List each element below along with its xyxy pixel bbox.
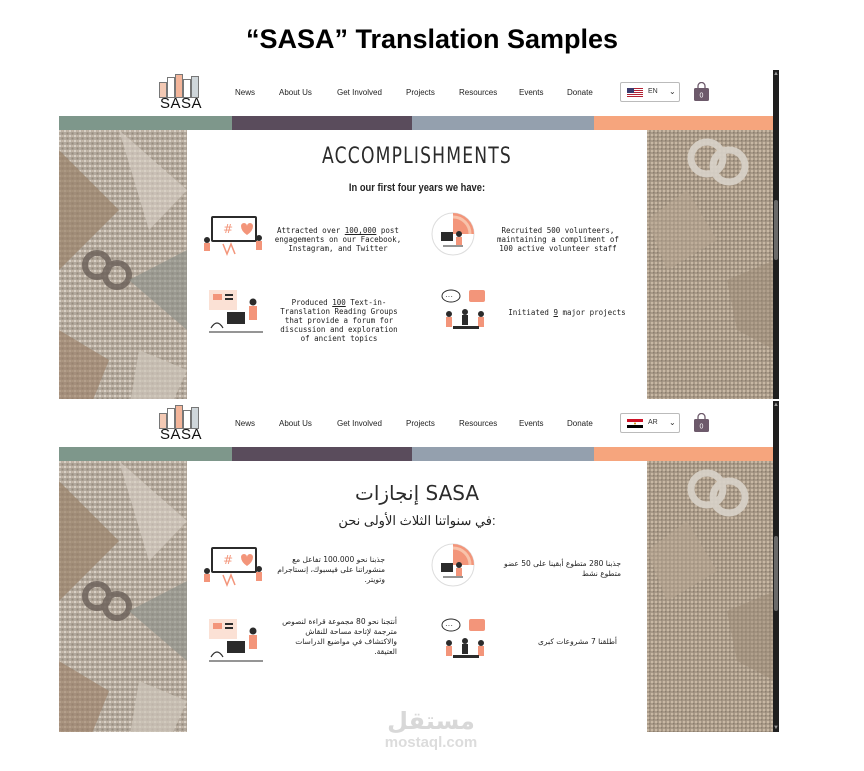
item-projects-text: أطلقنا 7 مشروعات كبرى <box>538 637 617 646</box>
nav-events[interactable]: Events <box>519 419 544 428</box>
language-code: AR <box>648 419 658 426</box>
cart-icon[interactable] <box>693 413 710 433</box>
nav-get-involved[interactable]: Get Involved <box>337 88 382 97</box>
projects-team-illustration <box>439 288 493 338</box>
logo-text: SASA <box>159 426 203 443</box>
scroll-down-icon[interactable]: ▼ <box>773 725 779 731</box>
mostaql-watermark <box>376 706 486 762</box>
accomplishments-section-arabic <box>187 461 647 732</box>
item-reading-groups-text: Produced 100 Text-in-Translation Reading Groups that provide a forum for discussion and exploration of ancient topics <box>280 298 398 343</box>
scroll-up-icon[interactable]: ▲ <box>773 71 779 77</box>
scroll-up-icon[interactable]: ▲ <box>773 402 779 408</box>
section-heading: إنجازات SASA <box>354 481 480 505</box>
reading-group-illustration <box>207 288 265 334</box>
language-selector[interactable] <box>620 82 680 102</box>
accomplishments-section <box>187 130 647 399</box>
cart-icon[interactable] <box>693 82 710 102</box>
nav-about-us[interactable]: About Us <box>279 88 312 97</box>
reading-group-illustration <box>207 617 265 663</box>
watermark-arabic: مستقل <box>387 707 475 735</box>
cart-count: 0 <box>699 92 704 100</box>
section-heading: ACCOMPLISHMENTS <box>322 144 512 169</box>
nav-projects[interactable]: Projects <box>406 419 435 428</box>
english-screenshot <box>59 70 775 399</box>
color-stripe <box>59 116 775 130</box>
mosaic-background-left <box>59 461 187 732</box>
language-code: EN <box>648 88 658 95</box>
site-header <box>59 70 775 116</box>
arabic-screenshot <box>59 401 775 732</box>
chevron-down-icon: ⌄ <box>669 418 676 427</box>
svg-text:#: # <box>223 222 234 236</box>
color-stripe <box>59 447 775 461</box>
item-reading-groups-text: أنتجنا نحو 80 مجموعة قراءة لنصوص مترجمة لإتاحة مساحة للنقاش والاكتشاف في مواضيع الدراسات العتيقة. <box>282 617 397 656</box>
cart-count: 0 <box>699 423 704 431</box>
chevron-down-icon: ⌄ <box>669 87 676 96</box>
section-subheading: في سنواتنا الثلاث الأولى نحن: <box>338 513 496 528</box>
language-selector[interactable] <box>620 413 680 433</box>
us-flag-icon <box>627 88 643 97</box>
nav-events[interactable]: Events <box>519 88 544 97</box>
mosaic-background-left <box>59 130 187 399</box>
nav-get-involved[interactable]: Get Involved <box>337 419 382 428</box>
mosaic-background-right <box>647 461 775 732</box>
page-title: “SASA” Translation Samples <box>245 24 619 54</box>
scroll-thumb[interactable] <box>774 200 778 260</box>
nav-projects[interactable]: Projects <box>406 88 435 97</box>
nav-donate[interactable]: Donate <box>567 419 593 428</box>
item-engagement-text: جذبنا نحو 100.000 تفاعل مع منشوراتنا على فيسبوك، إنستاجرام وتويتر. <box>277 555 385 584</box>
logo[interactable] <box>157 407 205 443</box>
site-header <box>59 401 775 447</box>
mosaic-background-right <box>647 130 775 399</box>
social-media-illustration <box>201 214 265 258</box>
item-volunteers-text: جذبنا 280 متطوع أبقينا على 50 عضو متطوع نشط <box>503 559 621 578</box>
nav-donate[interactable]: Donate <box>567 88 593 97</box>
nav-resources[interactable]: Resources <box>459 419 498 428</box>
item-volunteers-text: Recruited 500 volunteers, maintaining a compliment of 100 active volunteer staff <box>497 226 619 253</box>
nav-about-us[interactable]: About Us <box>279 419 312 428</box>
watermark-latin: mostaql.com <box>384 734 478 751</box>
svg-text:···: ··· <box>445 292 453 301</box>
social-media-illustration <box>201 545 265 589</box>
scrollbar-english[interactable] <box>773 70 779 399</box>
scrollbar-arabic[interactable] <box>773 401 779 732</box>
section-subheading: In our first four years we have: <box>348 182 486 194</box>
nav-resources[interactable]: Resources <box>459 88 498 97</box>
svg-text:···: ··· <box>445 621 453 630</box>
projects-team-illustration <box>439 617 493 667</box>
item-engagement-text: Attracted over 100,000 post engagements on our Facebook, Instagram, and Twitter <box>274 226 402 253</box>
item-projects-text: Initiated 9 major projects <box>508 308 626 317</box>
svg-text:#: # <box>223 553 234 567</box>
egypt-flag-icon <box>627 419 643 428</box>
nav-news[interactable]: News <box>235 419 256 428</box>
volunteers-chart-illustration <box>429 210 477 258</box>
volunteers-chart-illustration <box>429 541 477 589</box>
logo-text: SASA <box>159 95 203 112</box>
nav-news[interactable]: News <box>235 88 256 97</box>
logo[interactable] <box>157 76 205 112</box>
scroll-thumb[interactable] <box>774 536 778 611</box>
